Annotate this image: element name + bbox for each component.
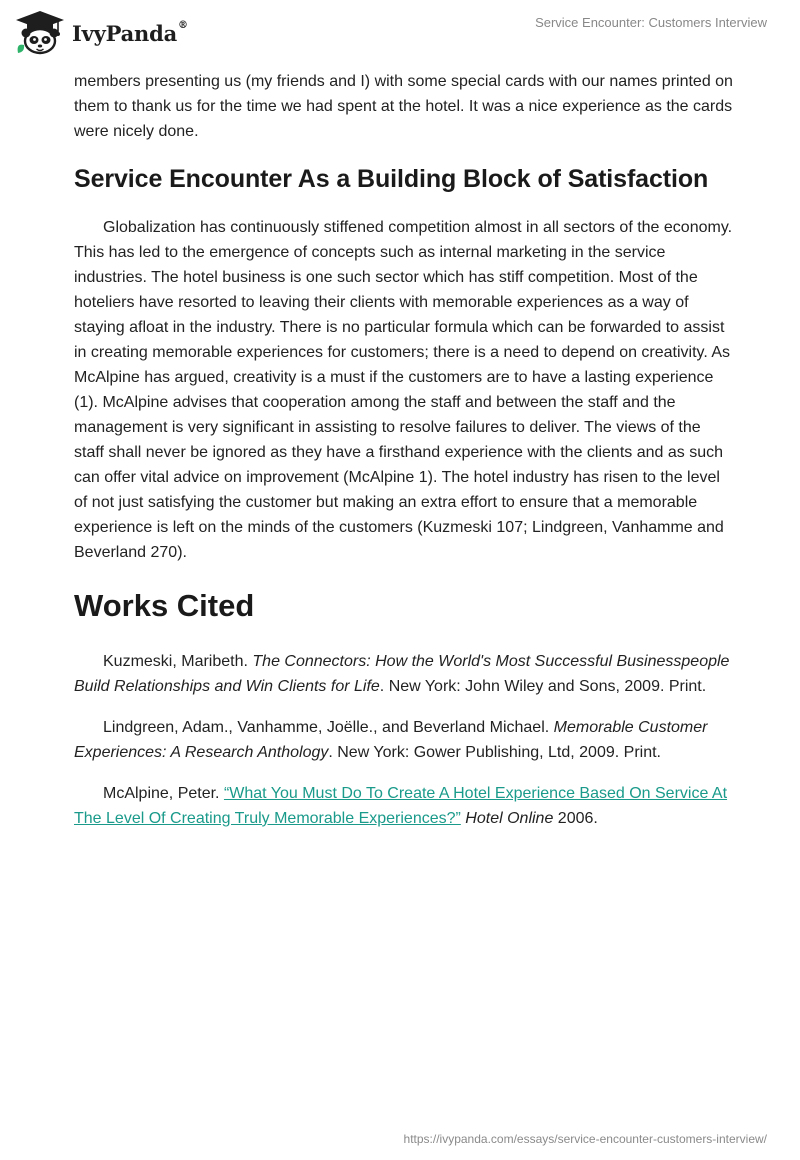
essay-content	[74, 69, 734, 847]
reference-mcalpine: McAlpine, Peter. “What You Must Do To Create A Hotel Experience Based On Service At The Level Of Creating Truly Memorable Experiences?” Hotel Online 2006.	[74, 785, 728, 827]
section-paragraph: Globalization has continuously stiffened competition almost in all sectors of the economy. This has led to the emergence of concepts such as internal marketing in the service industries. The hotel business is one such sector which has stiff competition. Most of the hoteliers have resorted to leaving their clients with memorable experiences as a way of staying afloat in the industry. There is no particular formula which can be forwarded to assist in creating memorable experiences for customers; there is a need to depend on creativity. As McAlpine has argued, creativity is a must if the customers are to have a lasting experience (1). McAlpine advises that cooperation among the staff and between the staff and the management is very significant in assisting to resolve failures to deliver. The views of the staff shall never be ignored as they have a firsthand experience with the clients and as such can offer vital advice on improvement (McAlpine 1). The hotel industry has risen to the level of not just satisfying the customer but making an extra effort to ensure that a memorable experience is left on the minds of the customers (Kuzmeski 107; Lindgreen, Vanhamme and Beverland 270).	[74, 219, 733, 561]
reference-lindgreen: Lindgreen, Adam., Vanhamme, Joëlle., and Beverland Michael. Memorable Customer Experiences: A Research Anthology. New York: Gower Publishing, Ltd, 2009. Print.	[74, 719, 708, 761]
section-heading: Service Encounter As a Building Block of Satisfaction	[74, 165, 709, 193]
document-title: Service Encounter: Customers Interview	[535, 15, 767, 30]
works-cited-heading: Works Cited	[74, 588, 255, 623]
reference-mcalpine-link[interactable]: “What You Must Do To Create A Hotel Experience Based On Service At The Level Of Creating Truly Memorable Experiences?”	[74, 785, 728, 827]
intro-paragraph: members presenting us (my friends and I) with some special cards with our names printed on them to thank us for the time we had spent at the hotel. It was a nice experience as the cards were nicely done.	[74, 73, 733, 140]
reference-kuzmeski: Kuzmeski, Maribeth. The Connectors: How the World's Most Successful Businesspeople Build Relationships and Win Clients for Life. New York: John Wiley and Sons, 2009. Print.	[74, 653, 730, 695]
panda-graduate-icon	[14, 9, 66, 55]
logo-text: IvyPanda®	[72, 19, 188, 46]
source-url: https://ivypanda.com/essays/service-encounter-customers-interview/	[403, 1132, 767, 1146]
ivypanda-logo[interactable]	[14, 9, 188, 55]
page-header	[0, 0, 800, 70]
